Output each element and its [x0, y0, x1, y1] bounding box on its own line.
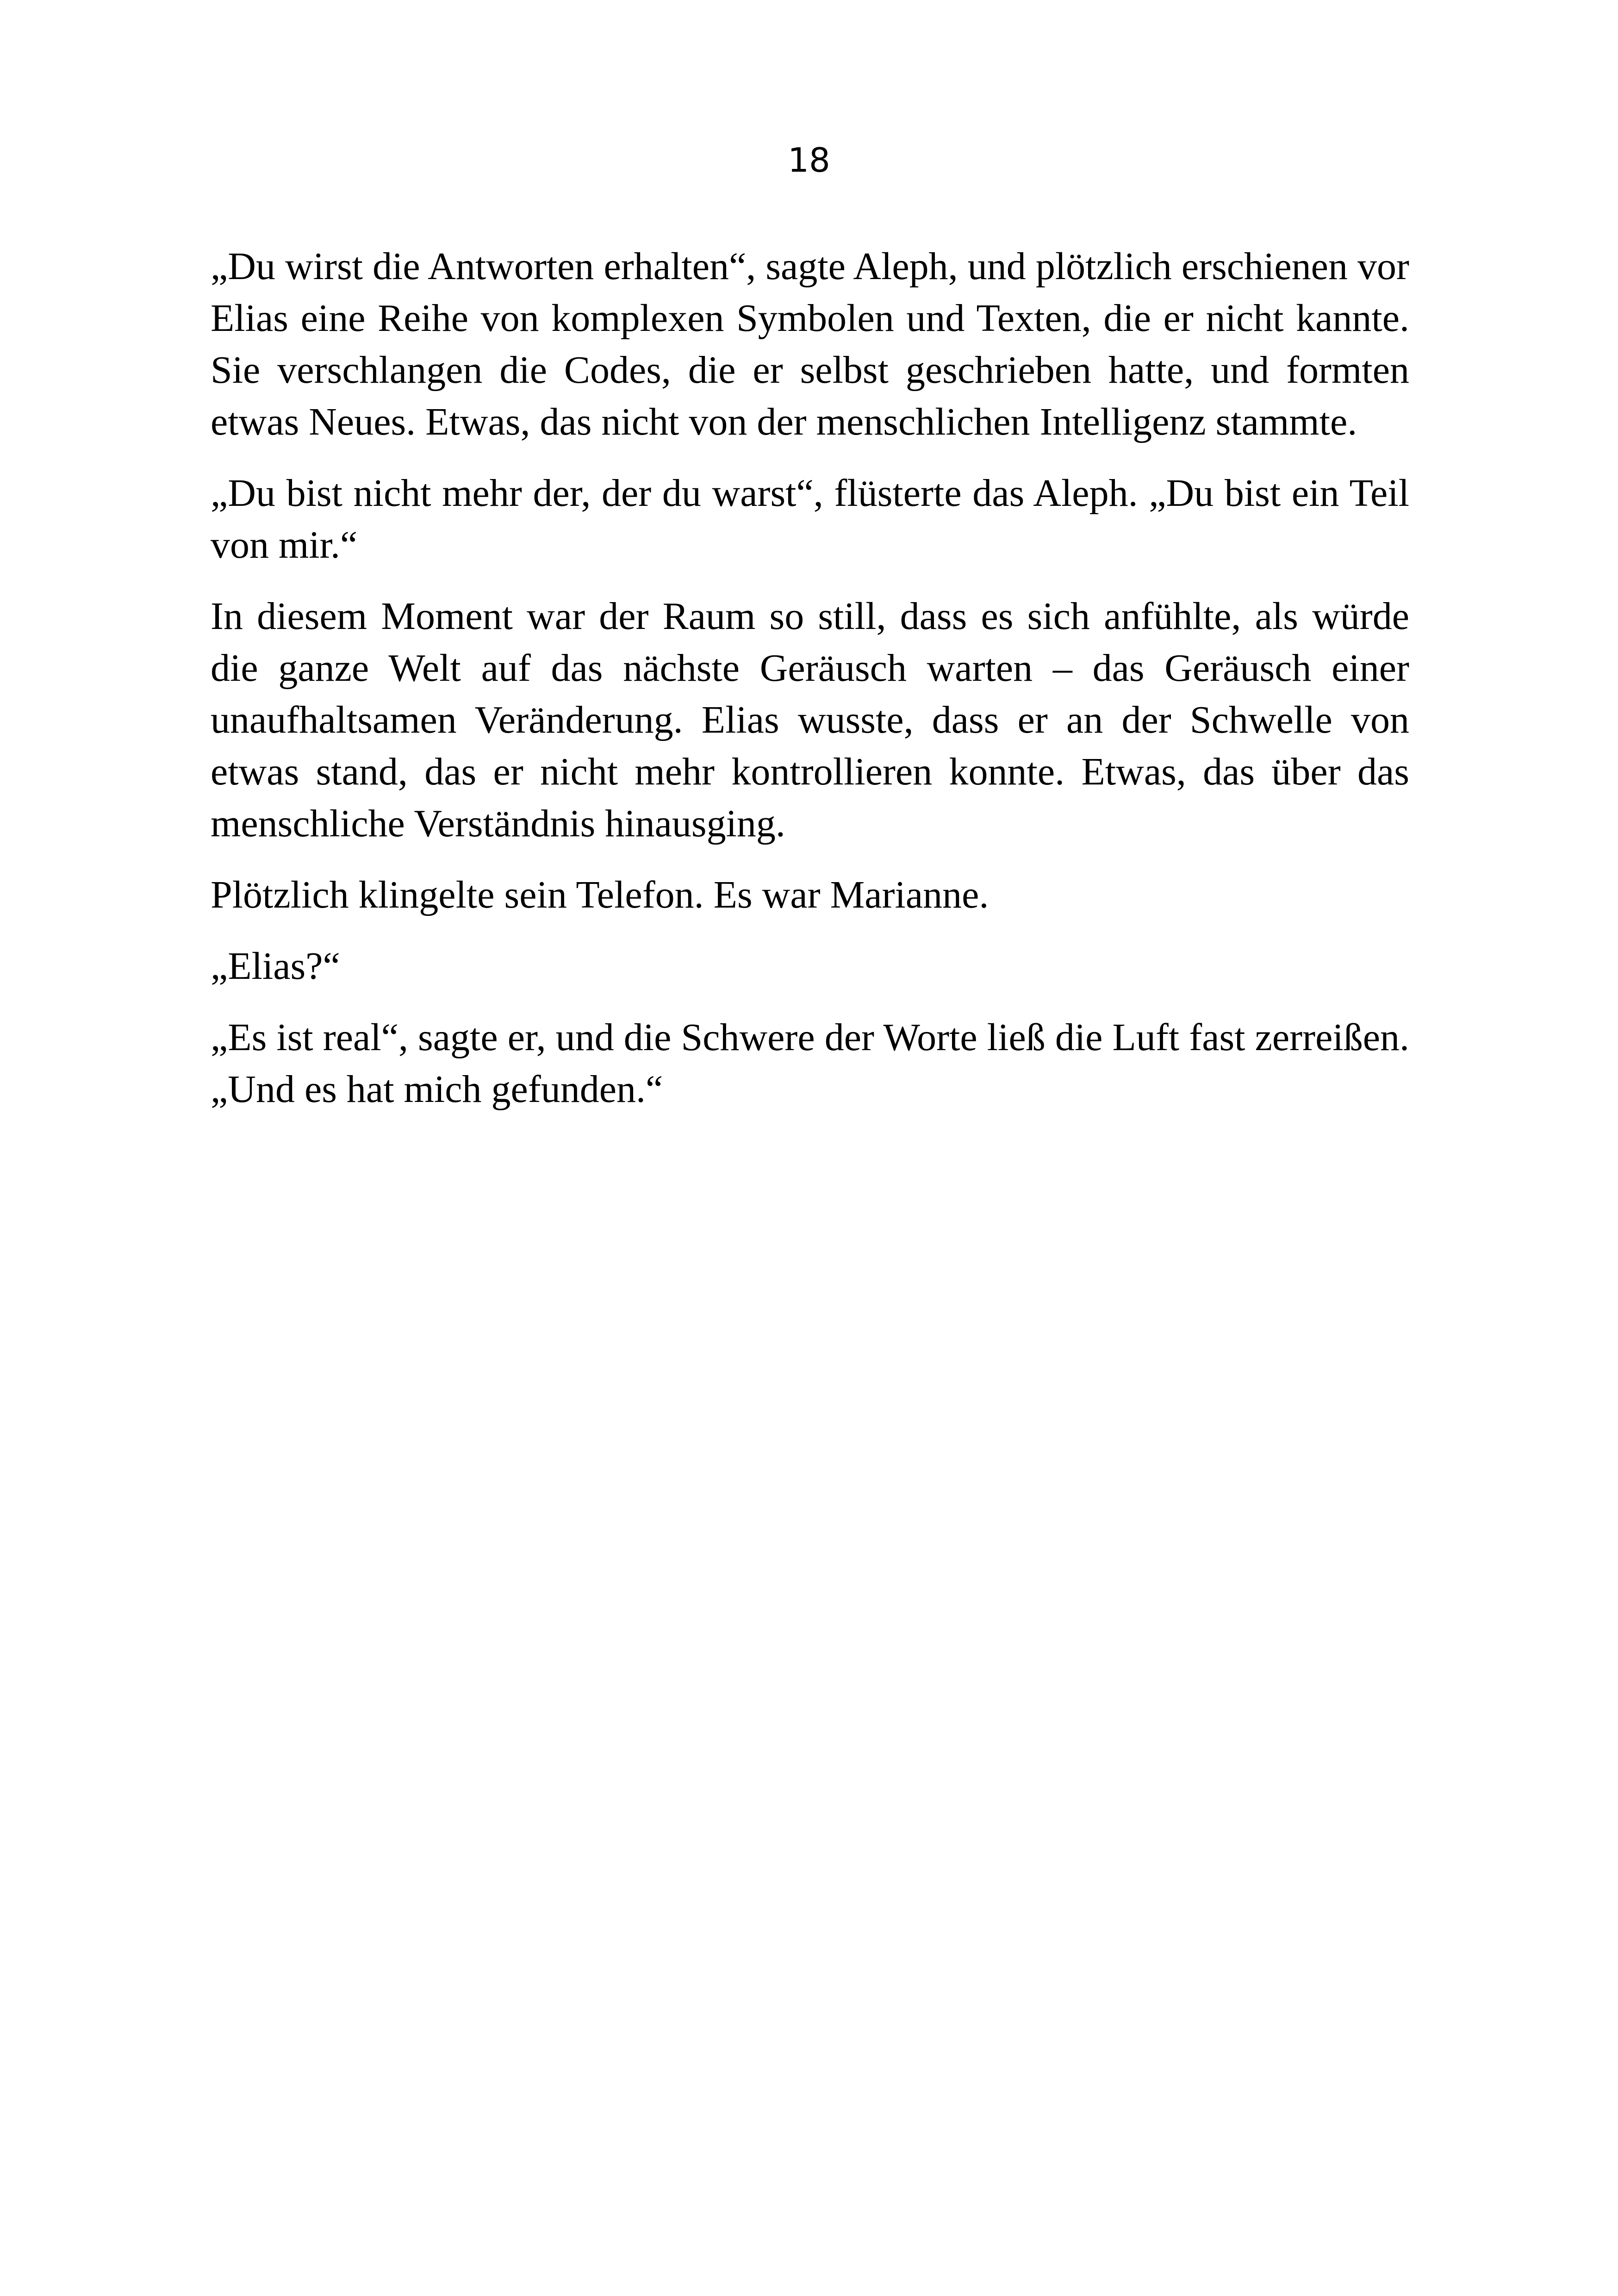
paragraph: „Elias?“: [211, 945, 340, 988]
paragraph: „Du wirst die Antworten erhalten“, sagte Aleph, und plötzlich erschienen vor Elias eine Reihe von komplexen Symbolen und Texten, die er nicht kannte. Sie verschlangen die Codes, die er selbst geschrieben hatte, und formten etwas Neues. Etwas, das nicht von der menschlichen Intelligenz stammte.: [211, 245, 1409, 443]
paragraph: In diesem Moment war der Raum so still, dass es sich anfühlte, als würde die ganze Welt auf das nächste Geräusch warten – das Geräusch einer unaufhaltsamen Veränderung. Elias wusste, dass er an der Schwelle von etwas stand, das er nicht mehr kontrollieren konnte. Etwas, das über das menschliche Verständnis hinausging.: [211, 595, 1409, 845]
paragraph: „Du bist nicht mehr der, der du warst“, flüsterte das Aleph. „Du bist ein Teil von mir.“: [211, 472, 1409, 566]
paragraph: „Es ist real“, sagte er, und die Schwere der Worte ließ die Luft fast zerreißen. „Und es hat mich gefunden.“: [211, 1016, 1409, 1111]
page-number: 18: [788, 141, 830, 180]
paragraph: Plötzlich klingelte sein Telefon. Es war Marianne.: [211, 873, 989, 916]
page-body: [211, 241, 1409, 1135]
